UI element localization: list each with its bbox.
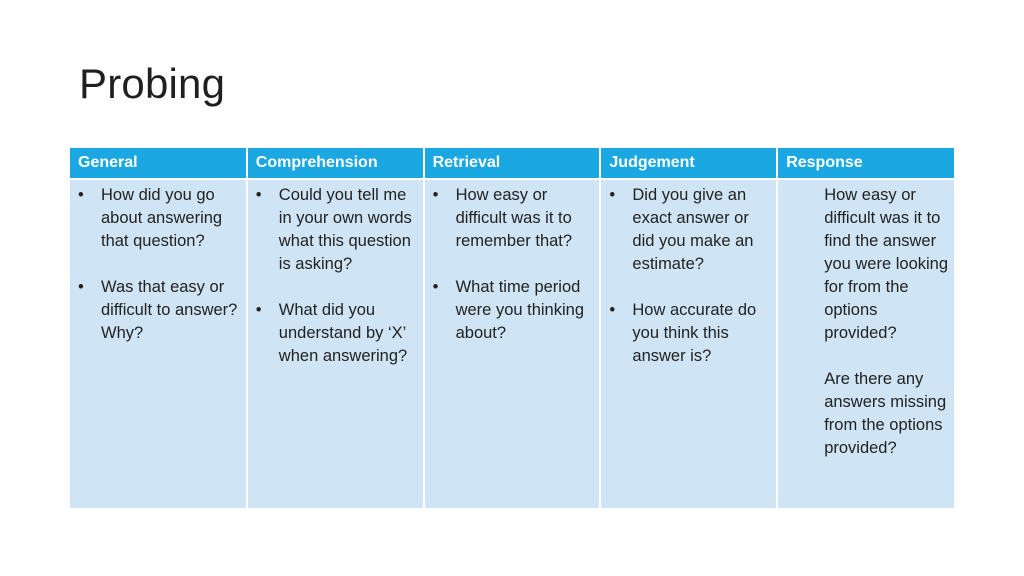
list-item xyxy=(433,276,596,345)
question-text: What did you understand by ‘X’ when answering? xyxy=(278,301,408,365)
list-item xyxy=(78,184,242,253)
judgement-list xyxy=(609,184,772,368)
bullet-icon: • xyxy=(609,301,616,319)
question-text: How easy or difficult was it to find the answer you were looking for from the options provided? xyxy=(824,186,949,342)
bullet-icon: • xyxy=(78,278,84,296)
bullet-icon: • xyxy=(78,186,84,204)
header-general: General xyxy=(70,148,247,179)
list-item xyxy=(609,299,772,368)
probing-table xyxy=(70,148,954,508)
header-comprehension: Comprehension xyxy=(247,148,424,179)
list-item xyxy=(433,184,596,253)
cell-response xyxy=(777,179,954,508)
question-text: Was that easy or difficult to answer? Why? xyxy=(101,278,238,342)
bullet-icon: • xyxy=(432,186,439,204)
bullet-icon: • xyxy=(432,278,439,296)
cell-general xyxy=(70,179,247,508)
header-response: Response xyxy=(777,148,954,179)
question-text: Did you give an exact answer or did you make an estimate? xyxy=(632,186,754,273)
list-item xyxy=(609,184,772,276)
header-judgement: Judgement xyxy=(600,148,777,179)
question-text: How easy or difficult was it to remember that? xyxy=(455,186,573,250)
cell-retrieval xyxy=(424,179,601,508)
content-row xyxy=(70,179,954,508)
comprehension-list xyxy=(256,184,419,368)
question-text: Are there any answers missing from the options provided? xyxy=(824,370,947,457)
cell-judgement xyxy=(600,179,777,508)
list-item xyxy=(256,299,419,368)
bullet-icon: • xyxy=(609,186,616,204)
header-retrieval: Retrieval xyxy=(424,148,601,179)
slide-title: Probing xyxy=(79,60,226,107)
question-text: How did you go about answering that question? xyxy=(101,186,223,250)
question-text: Could you tell me in your own words what this question is asking? xyxy=(278,186,412,273)
question-text: How accurate do you think this answer is? xyxy=(632,301,757,365)
bullet-icon: • xyxy=(255,301,262,319)
list-item xyxy=(78,276,242,345)
general-list xyxy=(78,184,242,345)
header-row xyxy=(70,148,954,179)
cell-comprehension xyxy=(247,179,424,508)
bullet-icon: • xyxy=(255,186,262,204)
retrieval-list xyxy=(433,184,596,345)
question-text: What time period were you thinking about? xyxy=(455,278,585,342)
response-list xyxy=(786,184,950,460)
list-item xyxy=(256,184,419,276)
